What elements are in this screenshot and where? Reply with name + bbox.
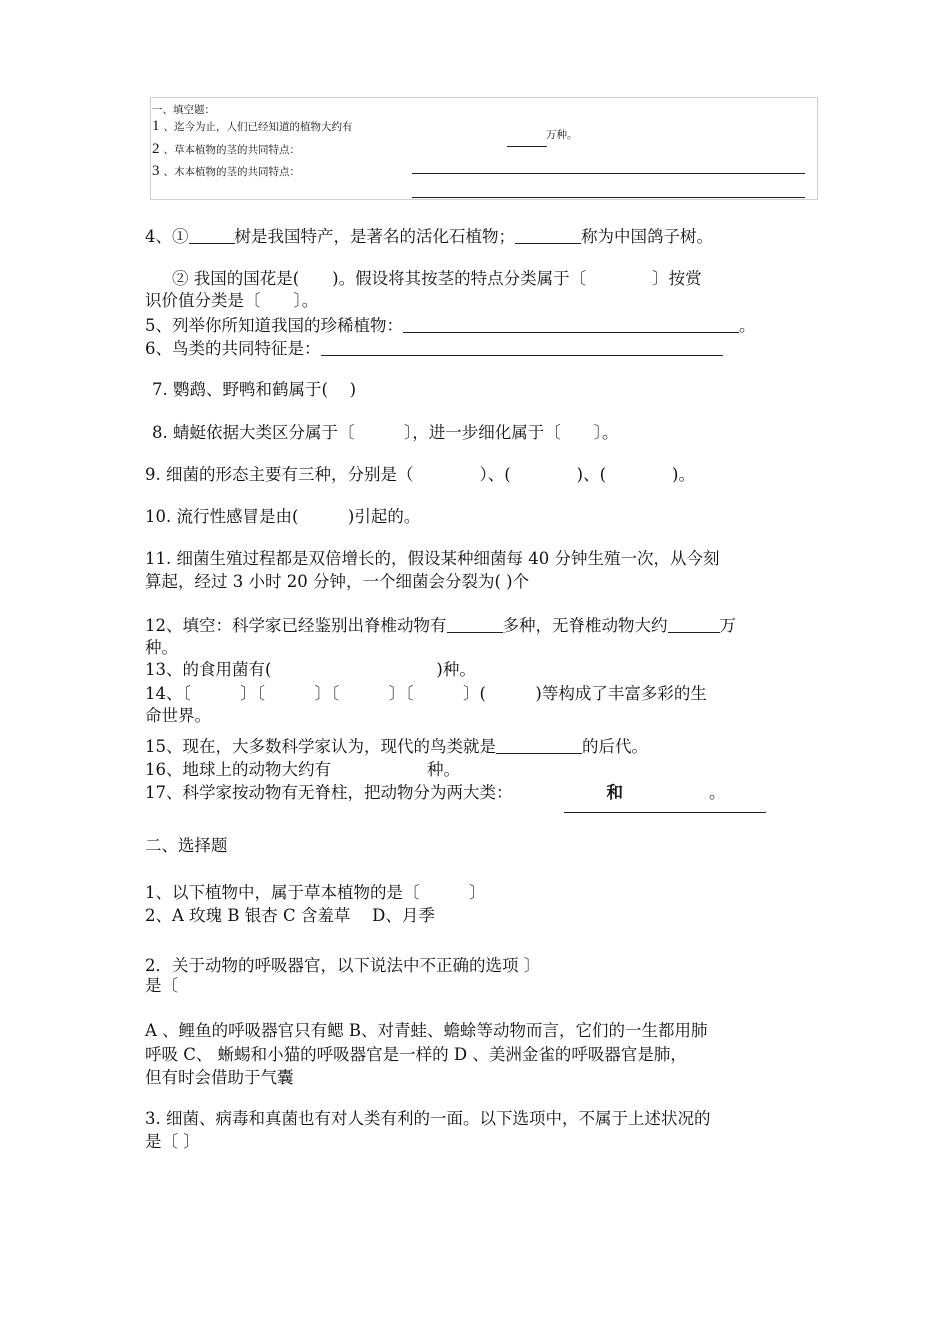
- section-two-heading: 二、选择题: [145, 836, 228, 855]
- question-12-line2: 种。: [145, 638, 178, 657]
- question-15: 15、现在，大多数科学家认为，现代的鸟类就是 的后代。: [145, 737, 648, 756]
- answer-blank[interactable]: [403, 316, 739, 333]
- box-question-2: 2 、草本植物的茎的共同特点：: [152, 141, 300, 157]
- answer-blank[interactable]: [412, 197, 805, 198]
- question-11-line1: 11. 细菌生殖过程都是双倍增长的，假设某种细菌每 40 分钟生殖一次，从今刻: [145, 549, 720, 568]
- question-4b-line1: ② 我国的国花是( )。假设将其按茎的特点分类属于〔 〕按赏: [172, 269, 702, 288]
- choice-1-line2: 2、A 玫瑰 B 银杏 C 含羞草 D、月季: [145, 906, 435, 925]
- choice-2-options-line2: 呼吸 C、 蜥蜴和小猫的呼吸器官是一样的 D 、美洲金雀的呼吸器官是肺，: [145, 1045, 687, 1064]
- answer-blank[interactable]: [515, 227, 581, 244]
- answer-blank[interactable]: [321, 339, 723, 356]
- box-question-1-unit: 万种。: [546, 129, 578, 141]
- question-16: 16、地球上的动物大约有 种。: [145, 760, 460, 779]
- question-13: 13、的食用菌有( )种。: [145, 660, 476, 679]
- choice-2-options-line1: A 、鲤鱼的呼吸器官只有鳃 B、对青蛙、蟾蜍等动物而言，它们的一生都用肺: [145, 1021, 708, 1040]
- answer-blank[interactable]: [668, 616, 720, 633]
- answer-blank[interactable]: [412, 173, 805, 174]
- section-one-heading: 一、填空题：: [152, 104, 215, 116]
- question-10: 10. 流行性感冒是由( )引起的。: [145, 507, 421, 526]
- choice-1-line1: 1、以下植物中，属于草本植物的是〔 〕: [145, 883, 486, 902]
- question-17: 17、科学家按动物有无脊柱，把动物分为两大类： 和 。: [145, 783, 726, 802]
- question-11-line2: 算起，经过 3 小时 20 分钟，一个细菌会分裂为( )个: [145, 572, 530, 591]
- answer-blank[interactable]: [496, 737, 582, 754]
- question-12: 12、填空：科学家已经鉴别出脊椎动物有 多种，无脊椎动物大约 万: [145, 616, 736, 635]
- box-question-3: 3 、木本植物的茎的共同特点：: [152, 163, 300, 179]
- answer-blank[interactable]: [564, 812, 766, 813]
- and-connector: 和: [606, 783, 623, 802]
- question-14-line1: 14、〔 〕〔 〕〔 〕〔 〕( )等构成了丰富多彩的生: [145, 684, 707, 703]
- question-4: 4、① 树是我国特产，是著名的活化石植物； 称为中国鸽子树。: [145, 227, 713, 246]
- choice-2-options-line3: 但有时会借助于气囊: [145, 1068, 294, 1087]
- question-7: 7. 鹦鹉、野鸭和鹤属于( ): [152, 380, 357, 399]
- choice-3-line2: 是〔 〕: [145, 1132, 200, 1151]
- question-8: 8. 蜻蜓依据大类区分属于〔 〕，进一步细化属于〔 〕。: [152, 423, 619, 442]
- question-5: 5、列举你所知道我国的珍稀植物： 。: [145, 316, 756, 335]
- answer-blank[interactable]: [189, 227, 235, 244]
- choice-3-line1: 3. 细菌、病毒和真菌也有对人类有利的一面。以下选项中，不属于上述状况的: [145, 1109, 711, 1128]
- answer-blank[interactable]: [447, 616, 503, 633]
- question-14-line2: 命世界。: [145, 706, 211, 725]
- question-6: 6、鸟类的共同特征是：: [145, 338, 723, 360]
- answer-blank[interactable]: [507, 146, 547, 147]
- box-question-1: 1 、迄今为止，人们已经知道的植物大约有: [152, 118, 353, 134]
- choice-2-line2: 是〔: [145, 976, 178, 995]
- question-4b-line2: 识价值分类是〔 〕。: [145, 291, 319, 310]
- question-9: 9. 细菌的形态主要有三种，分别是（ ）、( )、( )。: [145, 465, 695, 484]
- choice-2-line1: 2．关于动物的呼吸器官，以下说法中不正确的选项 〕: [145, 956, 541, 975]
